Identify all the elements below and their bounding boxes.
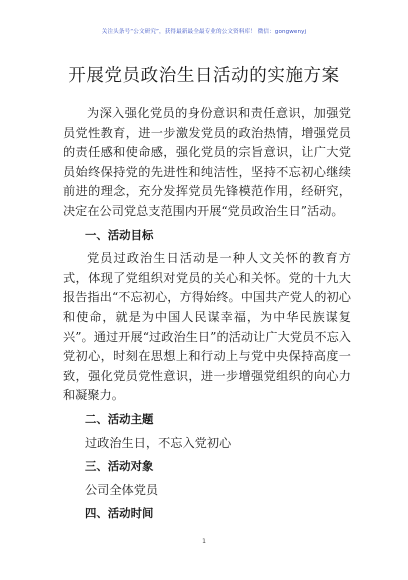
section-heading-theme: 二、活动主题	[85, 411, 154, 426]
intro-paragraph: 为深入强化党员的身份意识和责任意识，加强党员党性教育，进一步激发党员的政治热情，增强党员的责任感和使命感，强化党员的宗旨意识，让广大党员始终保持党的先进性和纯洁性，坚持不忘初心继续前进的理念，充分发挥党员先锋模范作用，经研究，决定在公司党总支范围内开展“党员政治生日”活动。	[63, 106, 351, 218]
section-body-goal: 党员过政治生日活动是一种人文关怀的教育方式，体现了党组织对党员的关心和关怀。党的十九大报告指出“不忘初心，方得始终。中国共产党人的初心和使命，就是为中国人民谋幸福，为中华民族谋复兴”。通过开展“过政治生日”的活动让广大党员不忘入党初心，时刻在思想上和行动上与党中央保持高度一致，强化党员党性意识，进一步增强党组织的向心力和凝聚力。	[63, 251, 351, 403]
section-heading-time: 四、活动时间	[85, 506, 154, 521]
section-heading-audience: 三、活动对象	[85, 459, 154, 474]
page-number: 1	[202, 538, 206, 545]
header-banner: 关注头条号“公文研究”，获得最新最全最专业的公文资料库！ 微信：gongwenyj	[101, 29, 307, 35]
document-body	[63, 104, 351, 524]
document-title: 开展党员政治生日活动的实施方案	[68, 66, 340, 86]
section-body-audience: 公司全体党员	[85, 482, 159, 497]
section-body-theme: 过政治生日，不忘入党初心	[85, 435, 232, 450]
section-heading-goal: 一、活动目标	[85, 227, 154, 242]
